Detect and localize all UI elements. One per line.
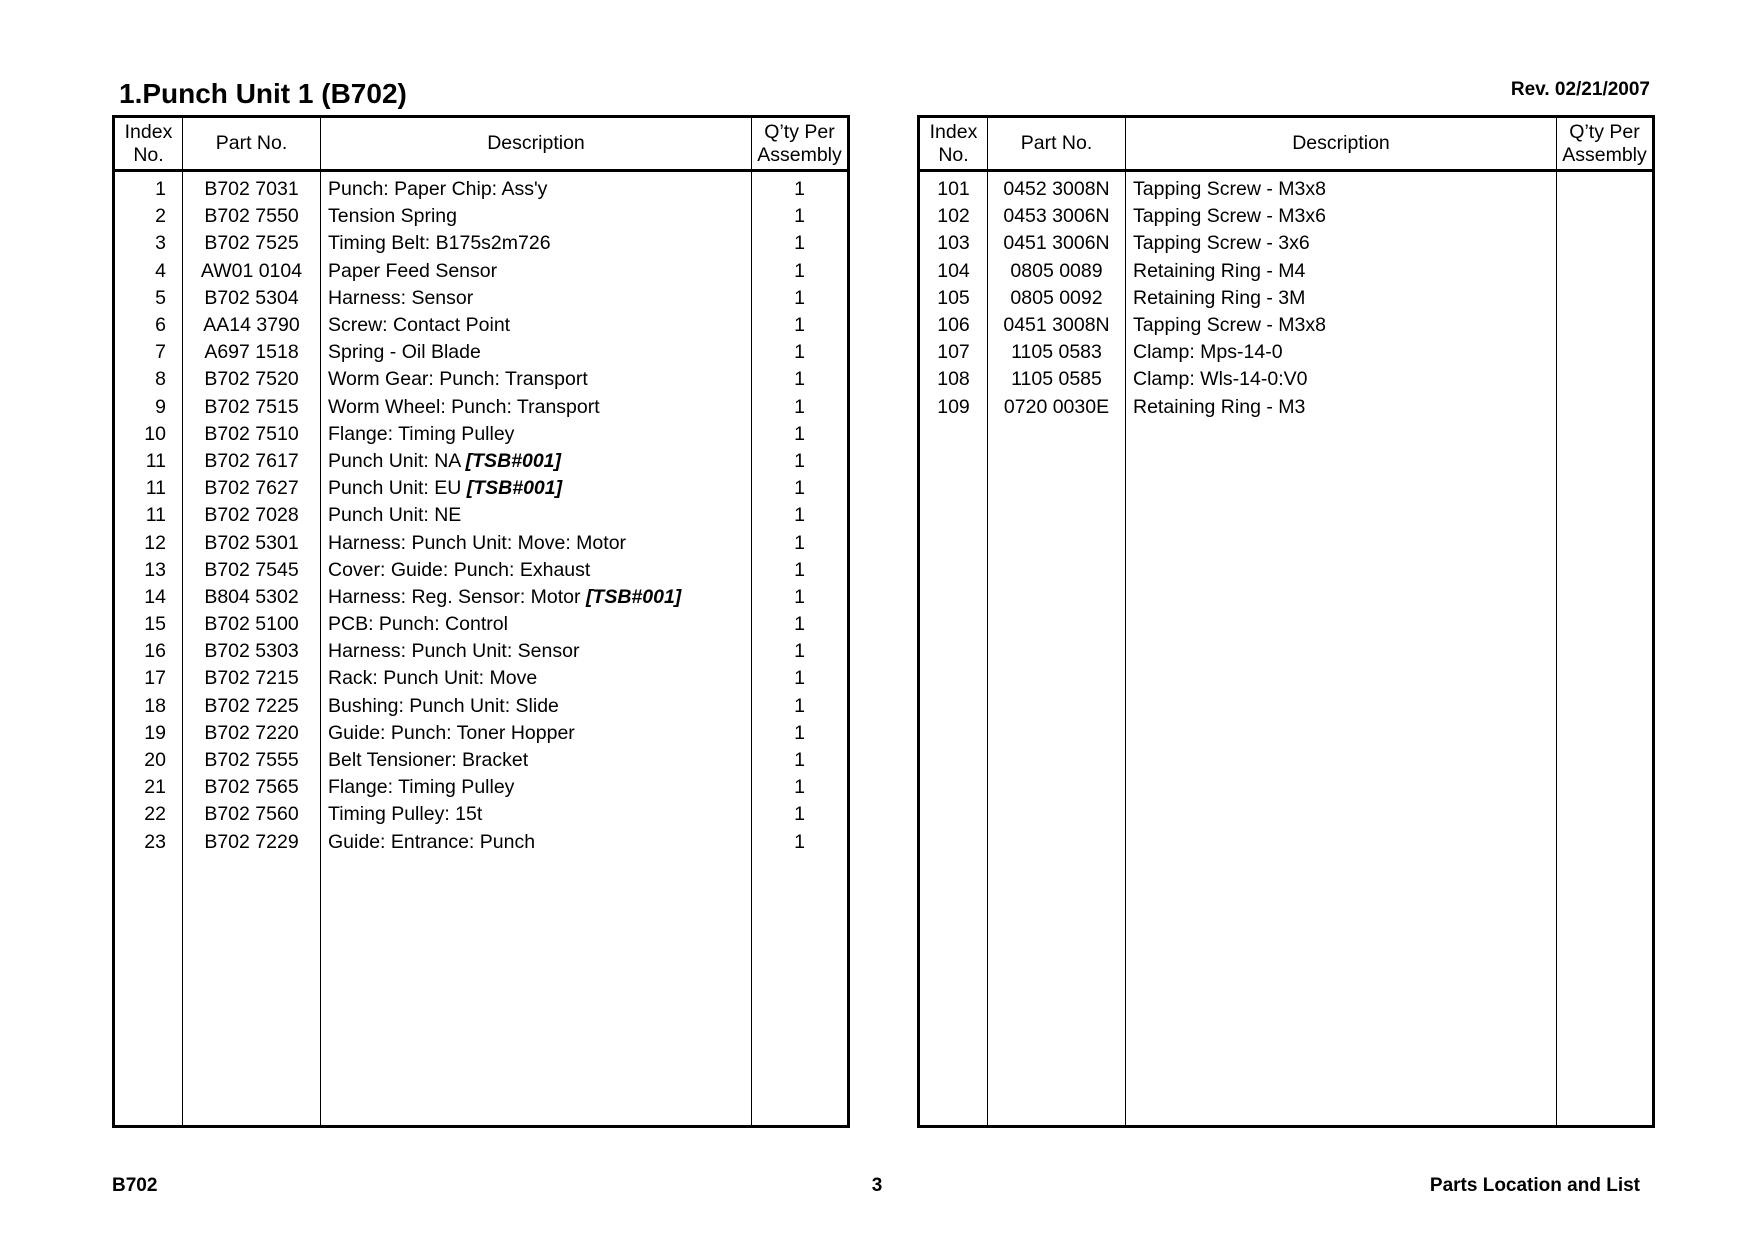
quantity-cell: 1	[752, 475, 849, 502]
description-text: Clamp: Mps-14-0	[1133, 341, 1283, 364]
header-qty	[1557, 117, 1654, 171]
description-text: Flange: Timing Pulley	[328, 422, 515, 445]
description-cell	[1126, 312, 1557, 339]
part-number-cell: B702 7550	[183, 203, 321, 230]
description-text: PCB: Punch: Control	[328, 613, 508, 636]
description-cell	[321, 285, 752, 312]
part-number-cell: 0451 3006N	[988, 230, 1126, 257]
quantity-cell: 1	[752, 366, 849, 393]
empty-cell	[114, 856, 183, 1127]
index-cell: 101	[919, 171, 988, 204]
description-cell	[1126, 171, 1557, 204]
header-qty-line2: Assembly	[757, 143, 842, 166]
index-cell: 104	[919, 258, 988, 285]
description-text: Guide: Entrance: Punch	[328, 830, 536, 853]
quantity-cell: 1	[752, 584, 849, 611]
table-row	[114, 285, 849, 312]
empty-filler-row	[114, 856, 849, 1127]
parts-body-left	[114, 171, 849, 1127]
index-cell: 23	[114, 829, 183, 856]
part-number-cell: B702 7545	[183, 557, 321, 584]
description-cell	[321, 366, 752, 393]
table-row	[919, 230, 1654, 257]
quantity-cell	[1557, 285, 1654, 312]
table-row	[114, 230, 849, 257]
part-number-cell: B702 5100	[183, 611, 321, 638]
tsb-reference: [TSB#001]	[585, 585, 682, 608]
description-text: Punch Unit: NE	[328, 504, 462, 527]
index-cell: 21	[114, 774, 183, 801]
part-number-cell: B702 7525	[183, 230, 321, 257]
empty-cell	[1126, 421, 1557, 1127]
part-number-cell: B702 7220	[183, 720, 321, 747]
part-number-cell: B702 7229	[183, 829, 321, 856]
table-row	[919, 203, 1654, 230]
quantity-cell: 1	[752, 529, 849, 556]
description-cell	[1126, 285, 1557, 312]
index-cell: 22	[114, 801, 183, 828]
index-cell: 19	[114, 720, 183, 747]
index-cell: 12	[114, 529, 183, 556]
description-cell	[321, 312, 752, 339]
index-cell: 6	[114, 312, 183, 339]
table-row	[114, 421, 849, 448]
description-cell	[321, 258, 752, 285]
description-cell	[321, 394, 752, 421]
header-index-line2: No.	[938, 143, 969, 166]
header-index	[919, 117, 988, 171]
empty-cell	[321, 856, 752, 1127]
quantity-cell: 1	[752, 747, 849, 774]
description-cell	[321, 529, 752, 556]
description-cell	[321, 611, 752, 638]
quantity-cell: 1	[752, 638, 849, 665]
quantity-cell	[1557, 171, 1654, 204]
table-row	[114, 475, 849, 502]
part-number-cell: 0451 3008N	[988, 312, 1126, 339]
quantity-cell: 1	[752, 285, 849, 312]
part-number-cell: 1105 0583	[988, 339, 1126, 366]
table-row	[114, 638, 849, 665]
footer-section: Parts Location and List	[1429, 1175, 1640, 1196]
table-row	[114, 584, 849, 611]
table-row	[114, 339, 849, 366]
header-part-no: Part No.	[988, 117, 1126, 171]
header-qty	[752, 117, 849, 171]
empty-filler-row	[919, 421, 1654, 1127]
index-cell: 106	[919, 312, 988, 339]
part-number-cell: B702 7031	[183, 171, 321, 204]
index-cell: 11	[114, 502, 183, 529]
parts-table-right	[917, 115, 1655, 1128]
part-number-cell: 0805 0089	[988, 258, 1126, 285]
part-number-cell: B702 7560	[183, 801, 321, 828]
quantity-cell: 1	[752, 339, 849, 366]
description-cell	[321, 638, 752, 665]
index-cell: 109	[919, 394, 988, 421]
table-row	[114, 366, 849, 393]
part-number-cell: AW01 0104	[183, 258, 321, 285]
description-text: Tapping Screw - M3x8	[1133, 178, 1326, 201]
table-row	[919, 366, 1654, 393]
part-number-cell: B702 7617	[183, 448, 321, 475]
footer-page-number: 3	[871, 1175, 883, 1196]
table-row	[114, 801, 849, 828]
header-qty-line1: Q’ty Per	[764, 120, 835, 143]
description-text: Cover: Guide: Punch: Exhaust	[328, 558, 591, 581]
table-row	[114, 693, 849, 720]
part-number-cell: 0805 0092	[988, 285, 1126, 312]
part-number-cell: 0452 3008N	[988, 171, 1126, 204]
description-text: Punch: Paper Chip: Ass'y	[328, 178, 548, 201]
index-cell: 107	[919, 339, 988, 366]
index-cell: 16	[114, 638, 183, 665]
table-row	[919, 285, 1654, 312]
table-row	[114, 203, 849, 230]
table-row	[919, 312, 1654, 339]
description-cell	[321, 801, 752, 828]
revision-date: Rev. 02/21/2007	[1510, 79, 1650, 100]
description-cell	[321, 693, 752, 720]
index-cell: 1	[114, 171, 183, 204]
footer-model: B702	[112, 1175, 158, 1196]
quantity-cell	[1557, 258, 1654, 285]
description-text: Paper Feed Sensor	[328, 259, 498, 282]
header-qty-line1: Q’ty Per	[1569, 120, 1640, 143]
description-cell	[321, 774, 752, 801]
part-number-cell: 0453 3006N	[988, 203, 1126, 230]
description-cell	[321, 203, 752, 230]
index-cell: 105	[919, 285, 988, 312]
quantity-cell: 1	[752, 230, 849, 257]
table-row	[114, 829, 849, 856]
table-row	[114, 171, 849, 204]
description-cell	[321, 665, 752, 692]
table-row	[919, 171, 1654, 204]
part-number-cell: AA14 3790	[183, 312, 321, 339]
description-cell	[1126, 366, 1557, 393]
table-row	[114, 394, 849, 421]
description-text: Clamp: Wls-14-0:V0	[1133, 368, 1308, 391]
description-text: Worm Wheel: Punch: Transport	[328, 395, 600, 418]
description-cell	[1126, 394, 1557, 421]
page-title: 1.Punch Unit 1 (B702)	[119, 78, 407, 109]
table-row	[919, 258, 1654, 285]
description-cell	[321, 448, 752, 475]
index-cell: 2	[114, 203, 183, 230]
index-cell: 11	[114, 475, 183, 502]
quantity-cell: 1	[752, 502, 849, 529]
description-text: Tapping Screw - 3x6	[1133, 232, 1310, 255]
table-row	[919, 394, 1654, 421]
part-number-cell: B702 7555	[183, 747, 321, 774]
quantity-cell	[1557, 339, 1654, 366]
quantity-cell: 1	[752, 171, 849, 204]
description-text: Retaining Ring - 3M	[1133, 286, 1306, 309]
description-cell	[1126, 230, 1557, 257]
index-cell: 15	[114, 611, 183, 638]
quantity-cell: 1	[752, 258, 849, 285]
part-number-cell: B702 5303	[183, 638, 321, 665]
description-text: Harness: Reg. Sensor: Motor	[328, 585, 586, 608]
description-text: Timing Belt: B175s2m726	[328, 232, 551, 255]
quantity-cell: 1	[752, 801, 849, 828]
table-row	[114, 312, 849, 339]
description-cell	[1126, 258, 1557, 285]
index-cell: 20	[114, 747, 183, 774]
description-text: Harness: Punch Unit: Move: Motor	[328, 531, 627, 554]
tsb-reference: [TSB#001]	[466, 477, 563, 500]
quantity-cell: 1	[752, 448, 849, 475]
table-row	[114, 529, 849, 556]
description-text: Tension Spring	[328, 205, 457, 228]
description-text: Belt Tensioner: Bracket	[328, 749, 529, 772]
description-text: Bushing: Punch Unit: Slide	[328, 694, 559, 717]
table-row	[114, 774, 849, 801]
index-cell: 103	[919, 230, 988, 257]
table-row	[114, 611, 849, 638]
description-text: Flange: Timing Pulley	[328, 776, 515, 799]
part-number-cell: B702 7028	[183, 502, 321, 529]
quantity-cell: 1	[752, 312, 849, 339]
index-cell: 14	[114, 584, 183, 611]
header-index-line1: Index	[929, 120, 978, 143]
part-number-cell: B702 7215	[183, 665, 321, 692]
parts-table-left	[112, 115, 850, 1128]
part-number-cell: B702 7510	[183, 421, 321, 448]
quantity-cell: 1	[752, 557, 849, 584]
part-number-cell: B804 5302	[183, 584, 321, 611]
description-text: Punch Unit: NA	[328, 449, 466, 472]
table-row	[114, 258, 849, 285]
quantity-cell	[1557, 203, 1654, 230]
part-number-cell: B702 7565	[183, 774, 321, 801]
index-cell: 9	[114, 394, 183, 421]
description-cell	[321, 421, 752, 448]
index-cell: 17	[114, 665, 183, 692]
quantity-cell: 1	[752, 611, 849, 638]
description-text: Worm Gear: Punch: Transport	[328, 368, 588, 391]
part-number-cell: B702 7520	[183, 366, 321, 393]
description-cell	[321, 720, 752, 747]
description-cell	[321, 557, 752, 584]
quantity-cell: 1	[752, 829, 849, 856]
header-qty-line2: Assembly	[1562, 143, 1647, 166]
part-number-cell: B702 7627	[183, 475, 321, 502]
quantity-cell: 1	[752, 203, 849, 230]
header-index-line2: No.	[133, 143, 164, 166]
description-text: Rack: Punch Unit: Move	[328, 667, 538, 690]
parts-body-right	[919, 171, 1654, 1127]
description-text: Harness: Sensor	[328, 286, 474, 309]
description-cell	[321, 829, 752, 856]
description-text: Retaining Ring - M3	[1133, 395, 1306, 418]
description-text: Tapping Screw - M3x6	[1133, 205, 1326, 228]
empty-cell	[752, 856, 849, 1127]
description-cell	[321, 747, 752, 774]
description-text: Retaining Ring - M4	[1133, 259, 1306, 282]
table-row	[114, 448, 849, 475]
table-row	[919, 339, 1654, 366]
header-part-no: Part No.	[183, 117, 321, 171]
quantity-cell	[1557, 366, 1654, 393]
description-cell	[321, 171, 752, 204]
description-cell	[321, 475, 752, 502]
index-cell: 10	[114, 421, 183, 448]
description-cell	[1126, 203, 1557, 230]
table-row	[114, 502, 849, 529]
quantity-cell: 1	[752, 421, 849, 448]
part-number-cell: B702 7515	[183, 394, 321, 421]
quantity-cell	[1557, 394, 1654, 421]
table-row	[114, 720, 849, 747]
quantity-cell: 1	[752, 774, 849, 801]
empty-cell	[1557, 421, 1654, 1127]
description-cell	[321, 584, 752, 611]
quantity-cell: 1	[752, 665, 849, 692]
part-number-cell: B702 5304	[183, 285, 321, 312]
part-number-cell: A697 1518	[183, 339, 321, 366]
description-text: Timing Pulley: 15t	[328, 803, 483, 826]
index-cell: 8	[114, 366, 183, 393]
part-number-cell: B702 5301	[183, 529, 321, 556]
description-text: Spring - Oil Blade	[328, 341, 481, 364]
description-cell	[1126, 339, 1557, 366]
header-index-line1: Index	[124, 120, 173, 143]
table-row	[114, 665, 849, 692]
index-cell: 5	[114, 285, 183, 312]
empty-cell	[919, 421, 988, 1127]
part-number-cell: 0720 0030E	[988, 394, 1126, 421]
table-row	[114, 747, 849, 774]
header-index	[114, 117, 183, 171]
description-text: Guide: Punch: Toner Hopper	[328, 721, 575, 744]
index-cell: 3	[114, 230, 183, 257]
description-cell	[321, 502, 752, 529]
description-cell	[321, 339, 752, 366]
description-text: Punch Unit: EU	[328, 477, 467, 500]
quantity-cell: 1	[752, 394, 849, 421]
index-cell: 18	[114, 693, 183, 720]
tsb-reference: [TSB#001]	[465, 449, 562, 472]
quantity-cell: 1	[752, 720, 849, 747]
index-cell: 13	[114, 557, 183, 584]
quantity-cell: 1	[752, 693, 849, 720]
index-cell: 11	[114, 448, 183, 475]
table-row	[114, 557, 849, 584]
description-text: Tapping Screw - M3x8	[1133, 314, 1326, 337]
index-cell: 7	[114, 339, 183, 366]
part-number-cell: 1105 0585	[988, 366, 1126, 393]
part-number-cell: B702 7225	[183, 693, 321, 720]
index-cell: 108	[919, 366, 988, 393]
header-description: Description	[1126, 117, 1557, 171]
quantity-cell	[1557, 230, 1654, 257]
empty-cell	[183, 856, 321, 1127]
description-text: Screw: Contact Point	[328, 314, 511, 337]
empty-cell	[988, 421, 1126, 1127]
description-text: Harness: Punch Unit: Sensor	[328, 640, 580, 663]
description-cell	[321, 230, 752, 257]
quantity-cell	[1557, 312, 1654, 339]
index-cell: 102	[919, 203, 988, 230]
header-description: Description	[321, 117, 752, 171]
header-row	[919, 117, 1654, 171]
header-row	[114, 117, 849, 171]
index-cell: 4	[114, 258, 183, 285]
